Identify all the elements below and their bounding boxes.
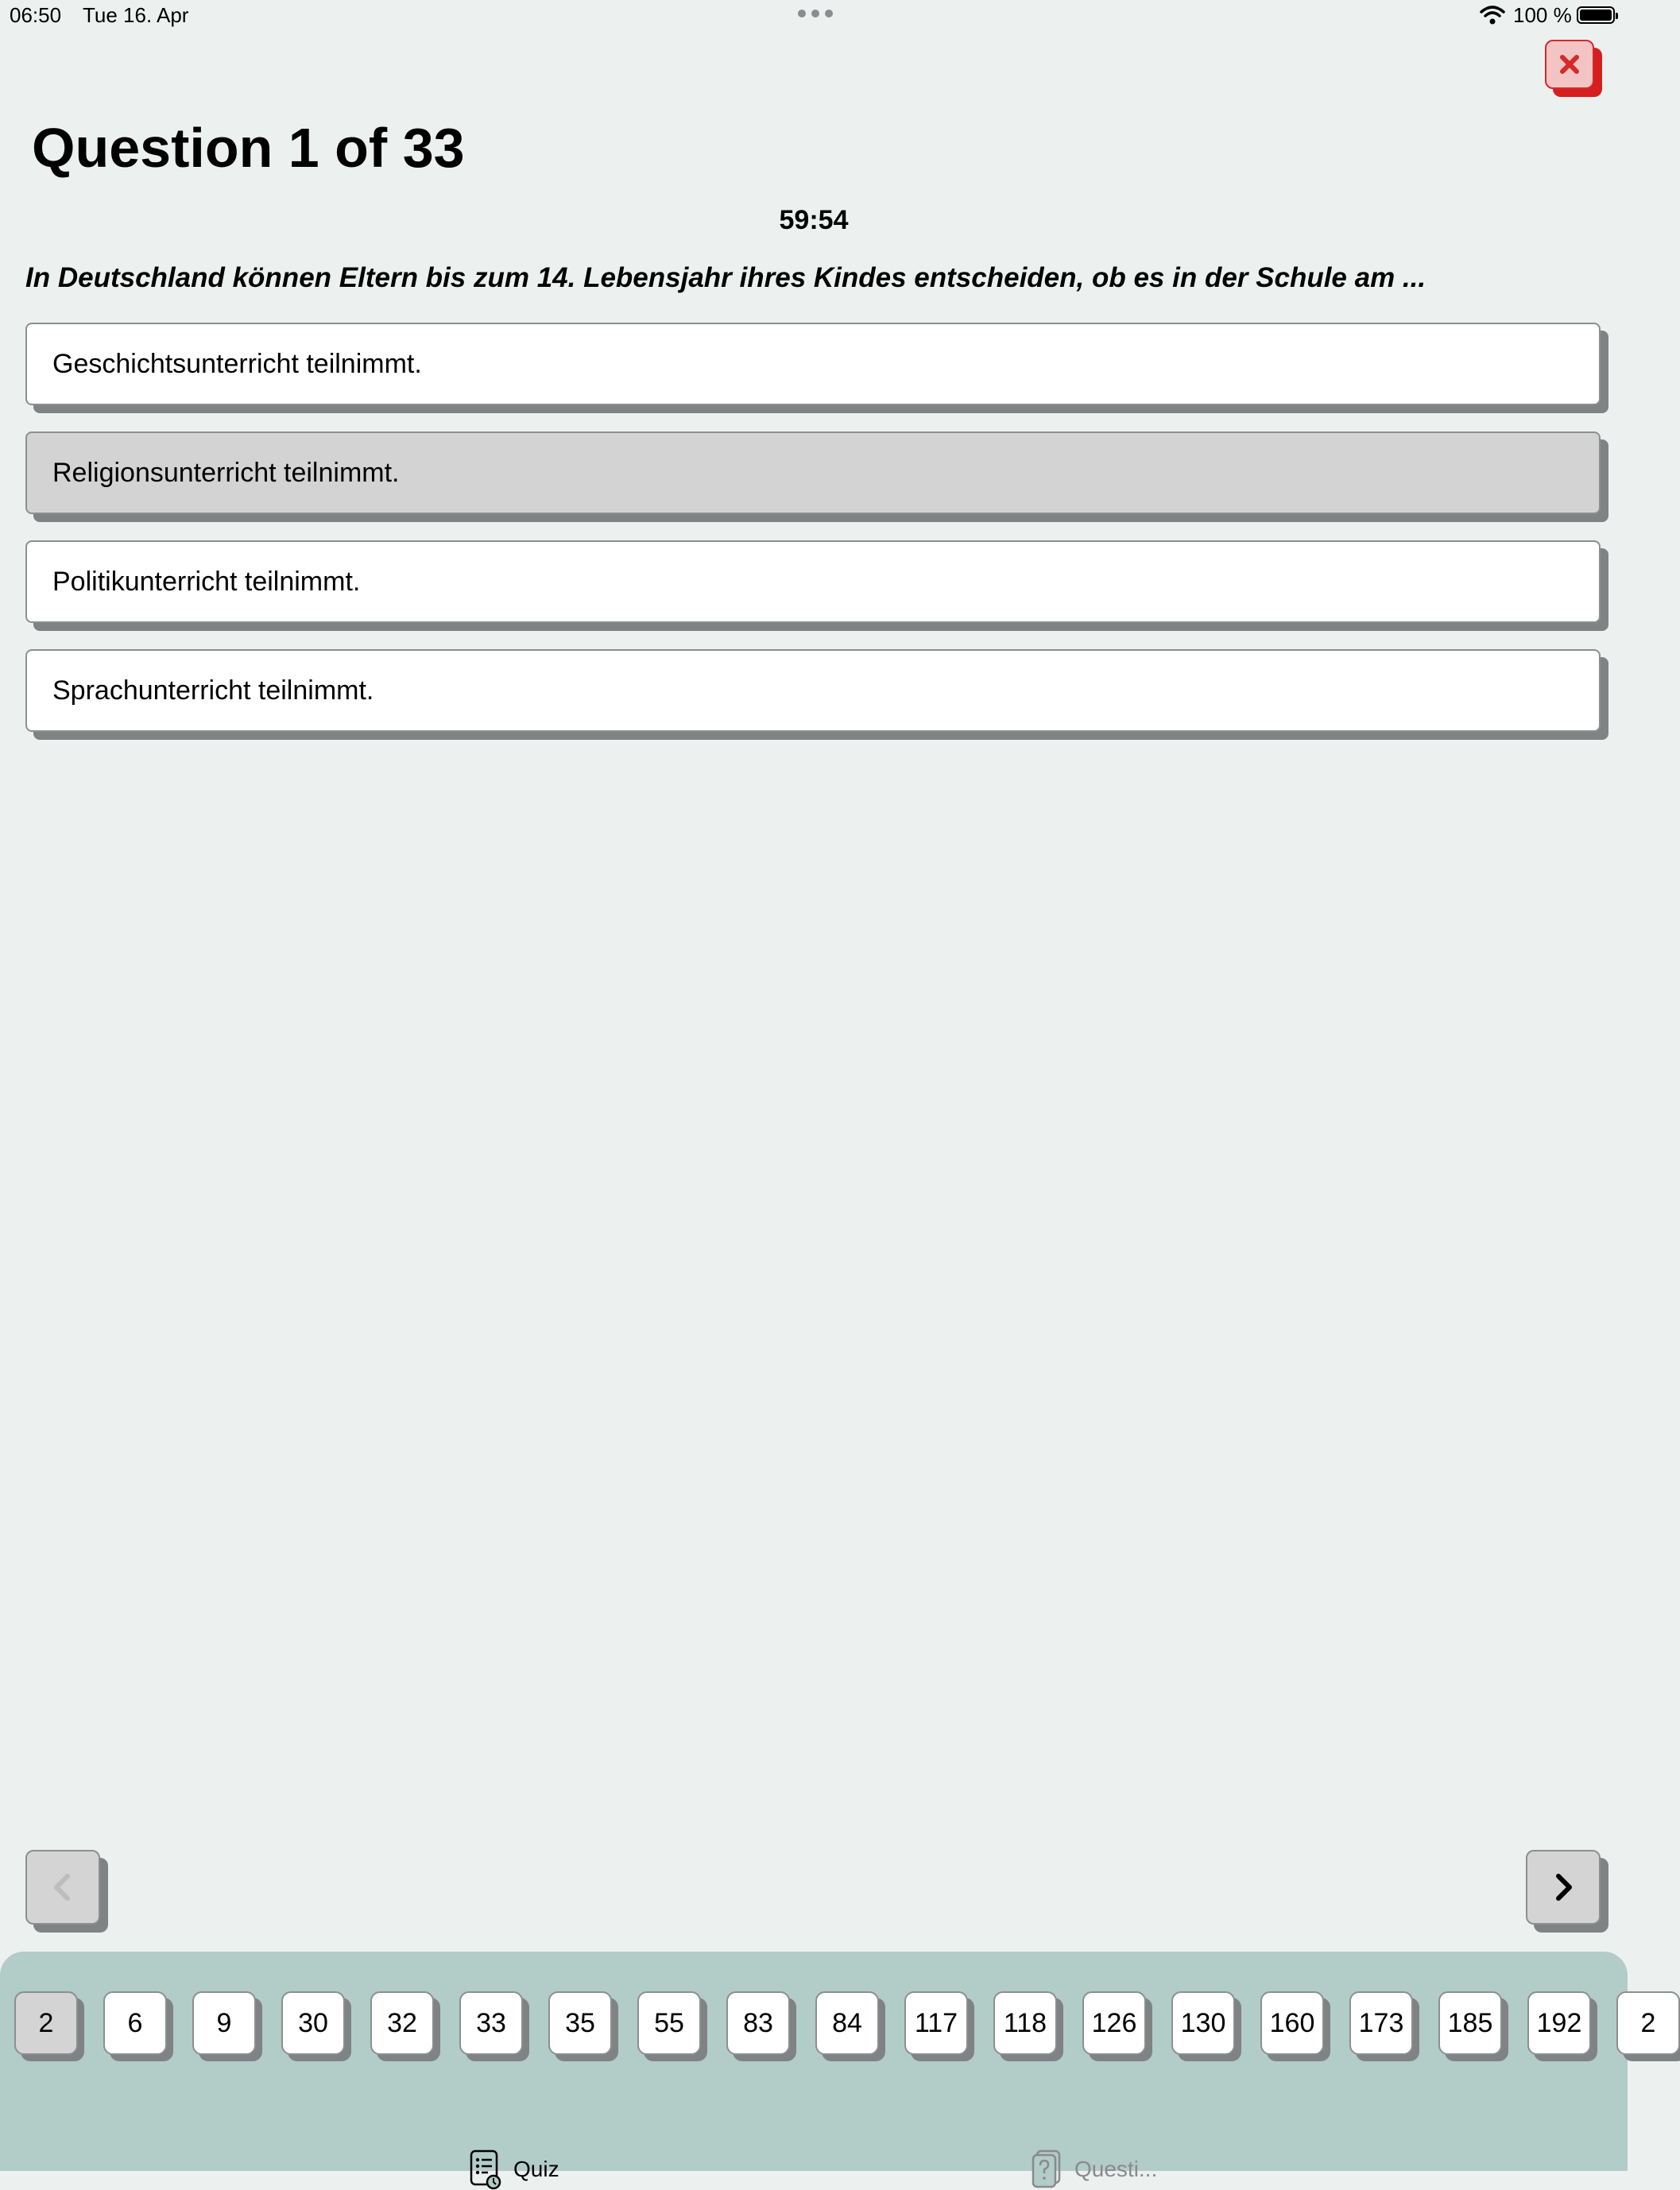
question-number-chip[interactable]: 55 <box>637 1991 701 2055</box>
question-number-panel <box>0 1952 1656 2171</box>
status-time: 06:50 <box>10 3 62 27</box>
close-icon <box>1558 53 1581 75</box>
question-number-chip[interactable]: 160 <box>1260 1991 1324 2055</box>
battery-icon <box>1577 6 1615 24</box>
answer-list <box>25 323 1601 758</box>
countdown-timer: 59:54 <box>779 205 849 235</box>
wifi-icon <box>1480 5 1505 25</box>
chevron-right-icon <box>1547 1871 1579 1903</box>
chevron-left-icon <box>47 1871 79 1903</box>
question-number-chip[interactable]: 35 <box>548 1991 612 2055</box>
battery-percentage: 100 % <box>1513 3 1572 27</box>
tab-label: Questi... <box>1074 2157 1158 2181</box>
question-number-chip[interactable]: 2 <box>14 1991 78 2055</box>
tab-questions[interactable] <box>1030 2149 1157 2190</box>
question-number-chip[interactable]: 185 <box>1438 1991 1502 2055</box>
question-number-chip[interactable]: 83 <box>726 1991 790 2055</box>
answer-label: Politikunterricht teilnimmt. <box>52 566 361 597</box>
answer-option-4[interactable] <box>25 649 1601 732</box>
question-card-icon <box>1030 2149 1063 2190</box>
tab-label: Quiz <box>513 2157 559 2181</box>
answer-label: Religionsunterricht teilnimmt. <box>52 457 400 488</box>
question-number-chip[interactable]: 118 <box>993 1991 1057 2055</box>
answer-option-1[interactable] <box>25 323 1601 405</box>
status-bar <box>0 0 1628 32</box>
close-quiz-button[interactable] <box>1545 40 1594 89</box>
status-date: Tue 16. Apr <box>83 3 189 27</box>
question-text: In Deutschland können Eltern bis zum 14. Lebensjahr ihres Kindes entscheiden, ob es in der Schule am ... <box>25 262 1426 293</box>
answer-label: Geschichtsunterricht teilnimmt. <box>52 348 422 379</box>
page-title: Question 1 of 33 <box>32 117 465 179</box>
question-number-chip[interactable]: 117 <box>904 1991 968 2055</box>
question-number-chip[interactable]: 32 <box>370 1991 434 2055</box>
answer-option-2[interactable] <box>25 431 1601 514</box>
question-number-chip[interactable]: 2 <box>1616 1991 1680 2055</box>
answer-option-3[interactable] <box>25 540 1601 623</box>
multitasking-dots-icon[interactable] <box>798 10 833 17</box>
tab-quiz[interactable] <box>469 2149 559 2190</box>
question-number-chip[interactable]: 126 <box>1082 1991 1146 2055</box>
question-number-chip[interactable]: 84 <box>815 1991 879 2055</box>
next-question-button[interactable] <box>1526 1850 1601 1925</box>
previous-question-button[interactable] <box>25 1850 100 1925</box>
question-number-scroller[interactable] <box>14 1991 1680 2055</box>
question-number-chip[interactable]: 30 <box>281 1991 345 2055</box>
question-number-chip[interactable]: 33 <box>459 1991 523 2055</box>
answer-label: Sprachunterricht teilnimmt. <box>52 675 374 706</box>
checklist-icon <box>469 2149 502 2190</box>
question-number-chip[interactable]: 9 <box>192 1991 256 2055</box>
question-number-chip[interactable]: 6 <box>103 1991 167 2055</box>
question-number-chip[interactable]: 173 <box>1349 1991 1413 2055</box>
question-number-chip[interactable]: 130 <box>1171 1991 1235 2055</box>
question-number-chip[interactable]: 192 <box>1527 1991 1591 2055</box>
